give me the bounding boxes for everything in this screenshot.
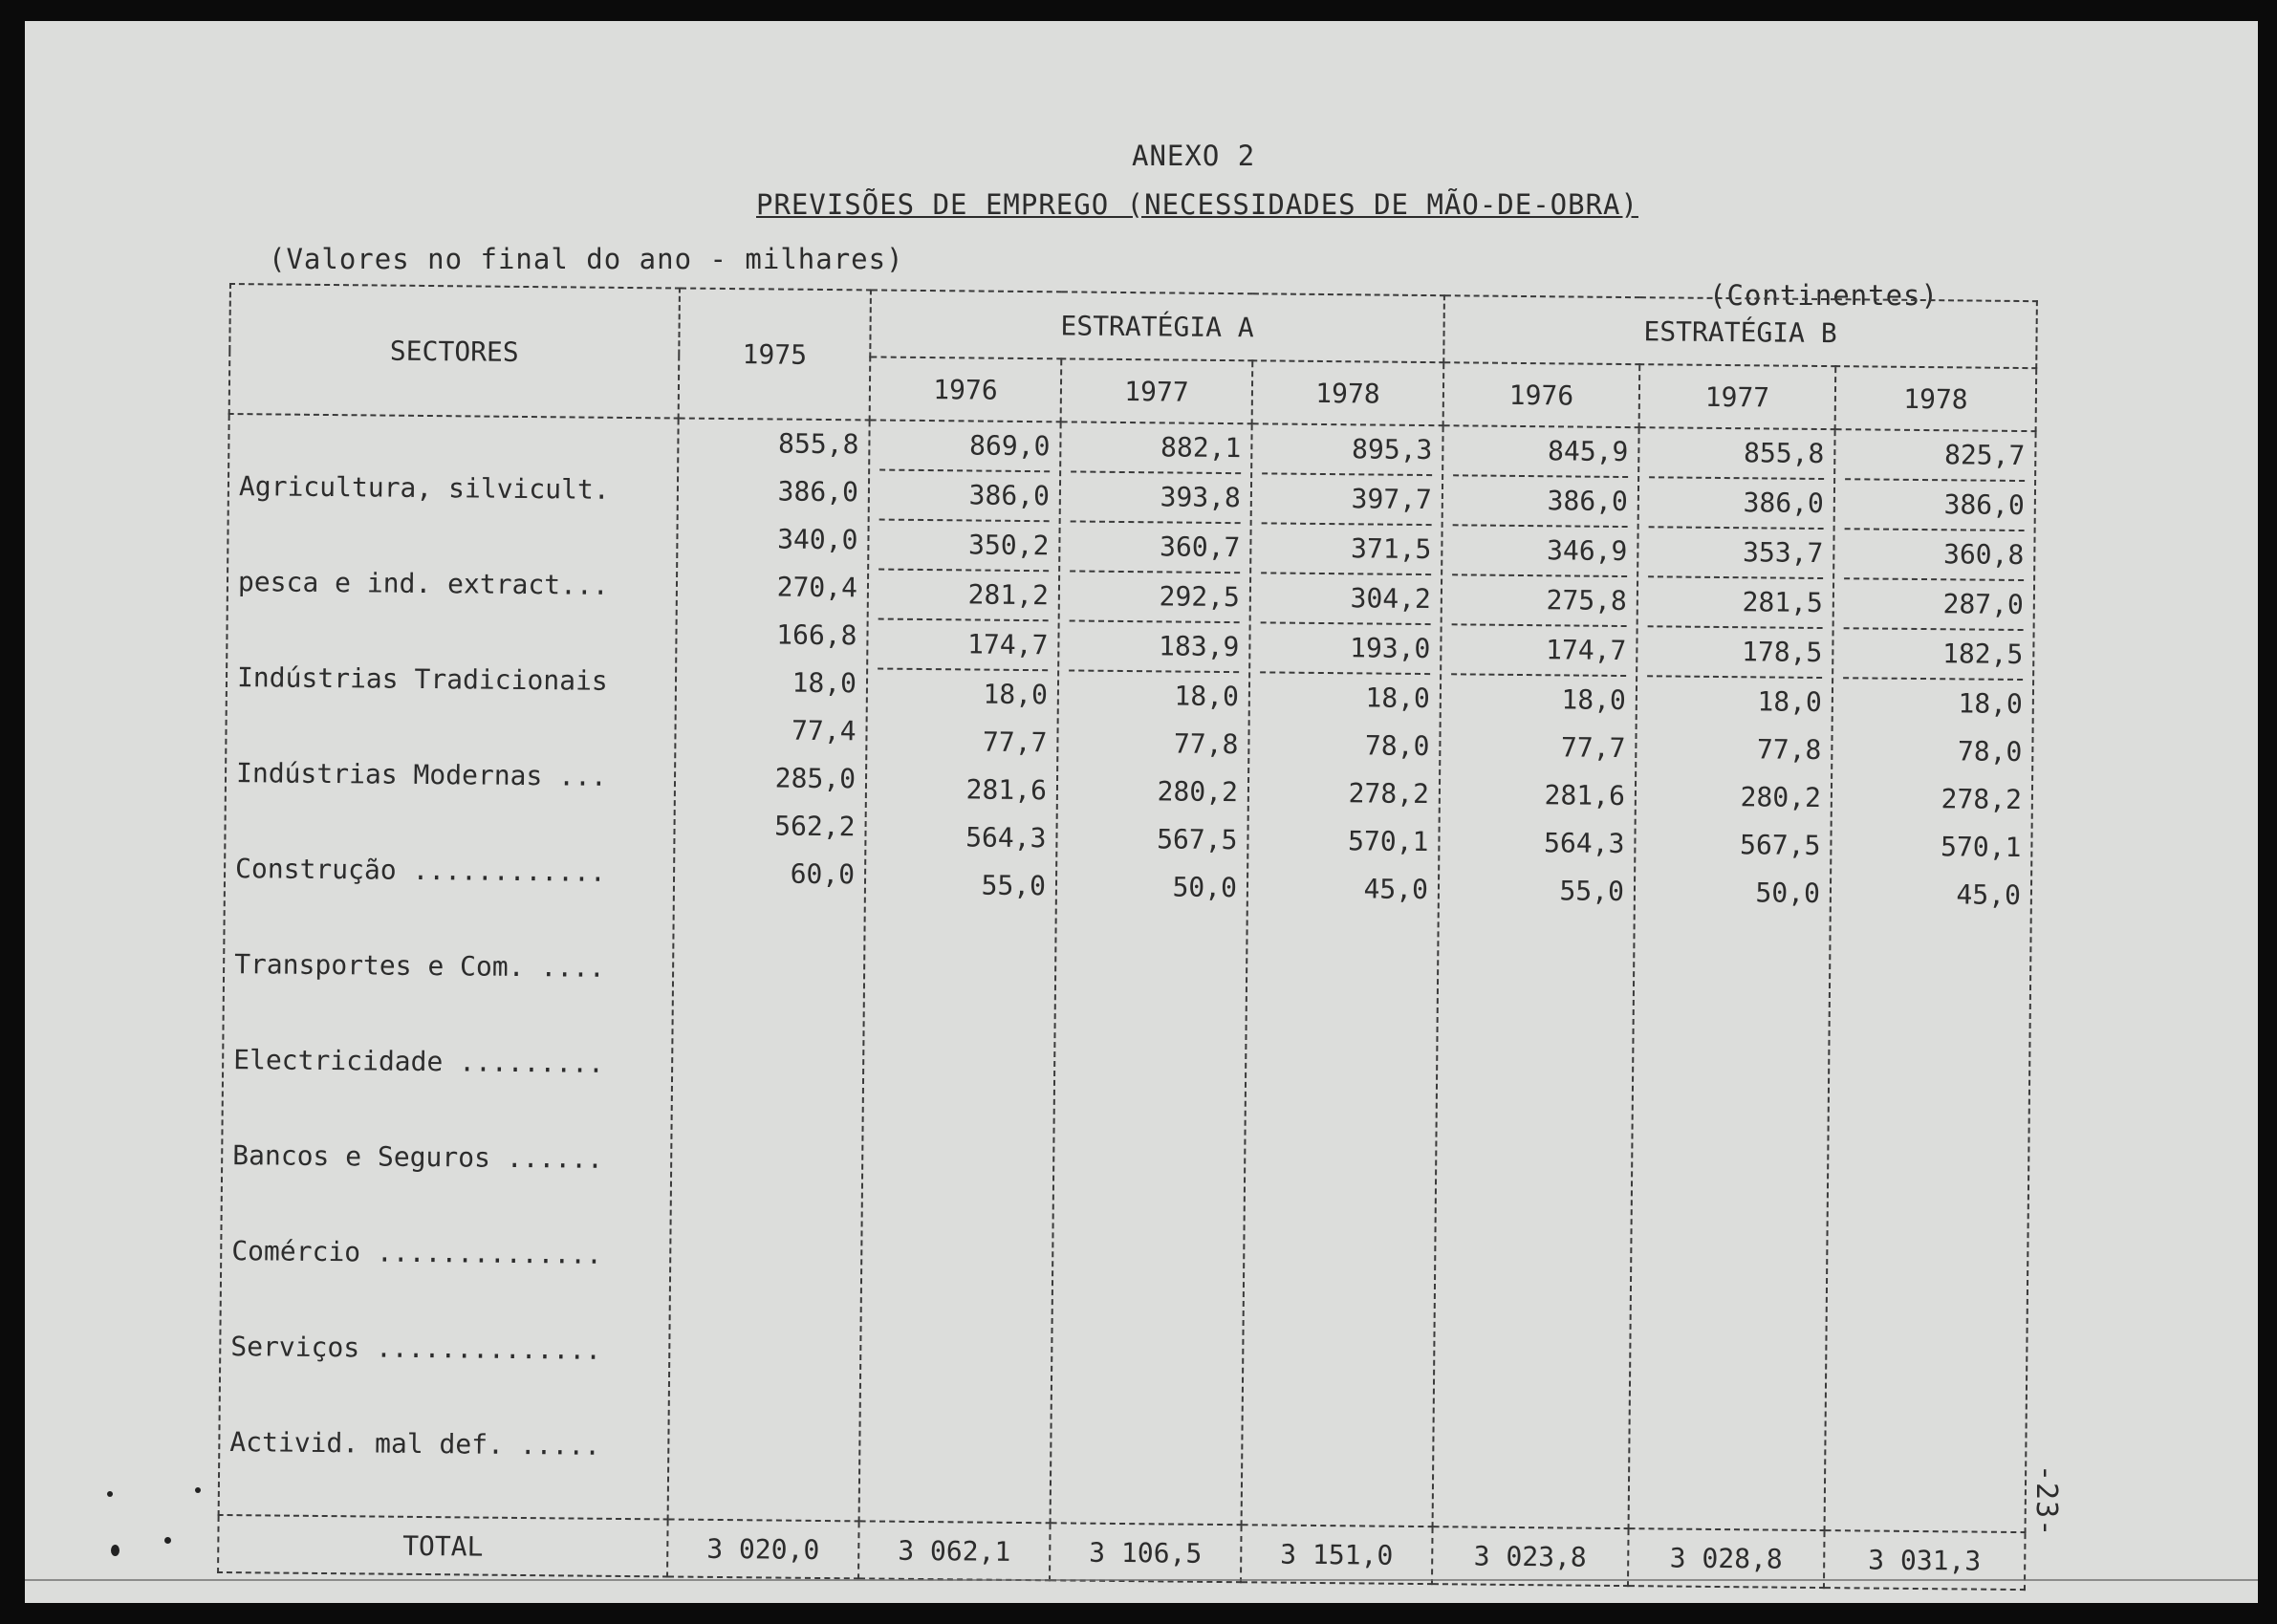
- cell: 77,4: [791, 714, 857, 747]
- cell: 18,0: [1757, 685, 1823, 719]
- total-label: TOTAL: [218, 1515, 668, 1577]
- cell: 174,7: [1451, 625, 1626, 677]
- cell: 280,2: [1740, 781, 1822, 814]
- cell: 18,0: [1174, 680, 1240, 713]
- scanned-page: [25, 21, 2258, 1603]
- column-a-1977: [1051, 422, 1252, 1525]
- header-b-1978: 1978: [1835, 366, 2037, 431]
- cell: 166,8: [776, 618, 857, 652]
- cell: 278,2: [1348, 777, 1430, 811]
- cell: 77,7: [982, 725, 1048, 759]
- sector-banks-insurance: Bancos e Seguros ......: [232, 1139, 604, 1175]
- cell: 397,7: [1262, 474, 1432, 526]
- cell: 564,3: [965, 821, 1047, 855]
- cell: 174,7: [878, 620, 1048, 672]
- header-year-1975: 1975: [679, 289, 871, 421]
- units-note: (Valores no final do ano - milhares): [269, 243, 904, 275]
- cell: 78,0: [1364, 729, 1430, 763]
- total-b-1978: 3 031,3: [1824, 1530, 2026, 1590]
- cell: 855,8: [1649, 428, 1824, 480]
- cell: 182,5: [1843, 629, 2023, 681]
- cell: 340,0: [776, 523, 858, 556]
- cell: 193,0: [1260, 623, 1430, 675]
- cell: 350,2: [878, 521, 1049, 573]
- column-1975: [668, 419, 870, 1522]
- cell: 869,0: [879, 422, 1050, 473]
- cell: 567,5: [1157, 823, 1238, 856]
- cell: 55,0: [981, 869, 1047, 902]
- total-a-1977: 3 106,5: [1050, 1523, 1242, 1582]
- cell: 18,0: [1365, 682, 1431, 715]
- cell: 18,0: [1561, 683, 1627, 717]
- region-note: (Continentes): [1709, 279, 1939, 312]
- scan-edge-line: [25, 1579, 2258, 1581]
- column-b-1977: [1629, 427, 1835, 1530]
- sector-agriculture-line1: Agricultura, silvicult.: [238, 470, 610, 506]
- header-sectors: SECTORES: [229, 284, 680, 419]
- cell: 292,5: [1070, 572, 1240, 623]
- cell: 281,2: [878, 571, 1049, 622]
- total-a-1976: 3 062,1: [858, 1521, 1051, 1580]
- sector-construction: Construção ............: [234, 853, 606, 888]
- cell: 45,0: [1956, 878, 2022, 912]
- total-1975: 3 020,0: [667, 1519, 859, 1578]
- cell: 393,8: [1071, 472, 1241, 524]
- cell: 55,0: [1559, 875, 1625, 908]
- cell: 845,9: [1453, 426, 1628, 478]
- cell: 825,7: [1845, 430, 2025, 482]
- sector-transport: Transportes e Com. ....: [234, 948, 606, 984]
- cell: 281,6: [965, 773, 1048, 807]
- total-b-1976: 3 023,8: [1432, 1527, 1629, 1586]
- cell: 18,0: [792, 666, 857, 700]
- cell: 281,6: [1544, 779, 1626, 812]
- cell: 882,1: [1071, 422, 1241, 474]
- cell: 386,0: [777, 475, 859, 509]
- ink-speck: [164, 1537, 171, 1544]
- sector-traditional-industries: Indústrias Tradicionais: [236, 661, 608, 697]
- sector-agriculture-line2: pesca e ind. extract...: [237, 566, 609, 601]
- sector-commerce: Comércio ..............: [231, 1235, 603, 1270]
- ink-speck: [111, 1545, 119, 1556]
- cell: 281,5: [1648, 577, 1823, 629]
- header-b-1977: 1977: [1639, 364, 1836, 429]
- total-a-1978: 3 151,0: [1241, 1525, 1433, 1584]
- cell: 386,0: [1845, 480, 2025, 531]
- cell: 386,0: [1649, 478, 1824, 530]
- column-a-1976: [859, 420, 1061, 1523]
- ink-speck: [195, 1487, 201, 1493]
- column-b-1976: [1433, 425, 1639, 1528]
- cell: 280,2: [1157, 775, 1239, 809]
- sector-services: Serviços ..............: [230, 1331, 602, 1366]
- employment-forecast-table: [217, 283, 2038, 1591]
- page-number: -23-: [2029, 1464, 2063, 1538]
- cell: 45,0: [1363, 873, 1429, 906]
- cell: 386,0: [1453, 476, 1628, 528]
- cell: 567,5: [1739, 829, 1821, 862]
- header-strategy-b: ESTRATÉGIA B: [1443, 295, 2037, 368]
- column-a-1978: [1242, 423, 1443, 1527]
- cell: 178,5: [1647, 627, 1822, 679]
- cell: 562,2: [774, 810, 856, 843]
- cell: 77,8: [1756, 733, 1822, 767]
- cell: 183,9: [1069, 621, 1239, 673]
- header-strategy-a: ESTRATÉGIA A: [870, 290, 1444, 362]
- cell: 278,2: [1941, 783, 2023, 816]
- cell: 304,2: [1261, 574, 1431, 625]
- cell: 18,0: [1958, 687, 2024, 721]
- cell: 346,9: [1452, 526, 1627, 577]
- sector-ill-defined: Activid. mal def. .....: [229, 1426, 601, 1462]
- cell: 855,8: [777, 427, 859, 461]
- cell: 275,8: [1452, 575, 1627, 627]
- cell: 50,0: [1172, 871, 1238, 904]
- cell: 270,4: [776, 571, 858, 604]
- header-a-1976: 1976: [870, 357, 1062, 422]
- page-title: PREVISÕES DE EMPREGO (NECESSIDADES DE MÃO-DE-OBRA): [756, 188, 1638, 221]
- cell: 285,0: [774, 762, 857, 795]
- annex-heading: ANEXO 2: [1132, 140, 1256, 172]
- cell: 60,0: [790, 857, 856, 891]
- cell: 386,0: [879, 471, 1050, 523]
- cell: 564,3: [1543, 827, 1625, 860]
- cell: 895,3: [1262, 424, 1432, 476]
- cell: 360,8: [1844, 530, 2024, 581]
- total-b-1977: 3 028,8: [1628, 1528, 1825, 1588]
- cell: 18,0: [983, 678, 1049, 711]
- header-b-1976: 1976: [1443, 362, 1640, 427]
- cell: 78,0: [1957, 735, 2023, 769]
- cell: 353,7: [1648, 528, 1823, 579]
- cell: 77,8: [1173, 727, 1239, 761]
- sector-modern-industries: Indústrias Modernas ...: [235, 757, 607, 792]
- header-a-1978: 1978: [1252, 360, 1444, 425]
- sector-electricity: Electricidade .........: [233, 1044, 605, 1079]
- cell: 50,0: [1755, 877, 1821, 910]
- cell: 287,0: [1844, 579, 2024, 631]
- cell: 570,1: [1940, 831, 2022, 864]
- cell: 360,7: [1070, 522, 1240, 574]
- sector-labels: [219, 414, 679, 1519]
- cell: 371,5: [1261, 524, 1431, 575]
- ink-speck: [107, 1491, 113, 1497]
- cell: 570,1: [1347, 825, 1429, 858]
- column-b-1978: [1825, 429, 2036, 1532]
- cell: 77,7: [1560, 731, 1626, 765]
- header-a-1977: 1977: [1061, 358, 1253, 423]
